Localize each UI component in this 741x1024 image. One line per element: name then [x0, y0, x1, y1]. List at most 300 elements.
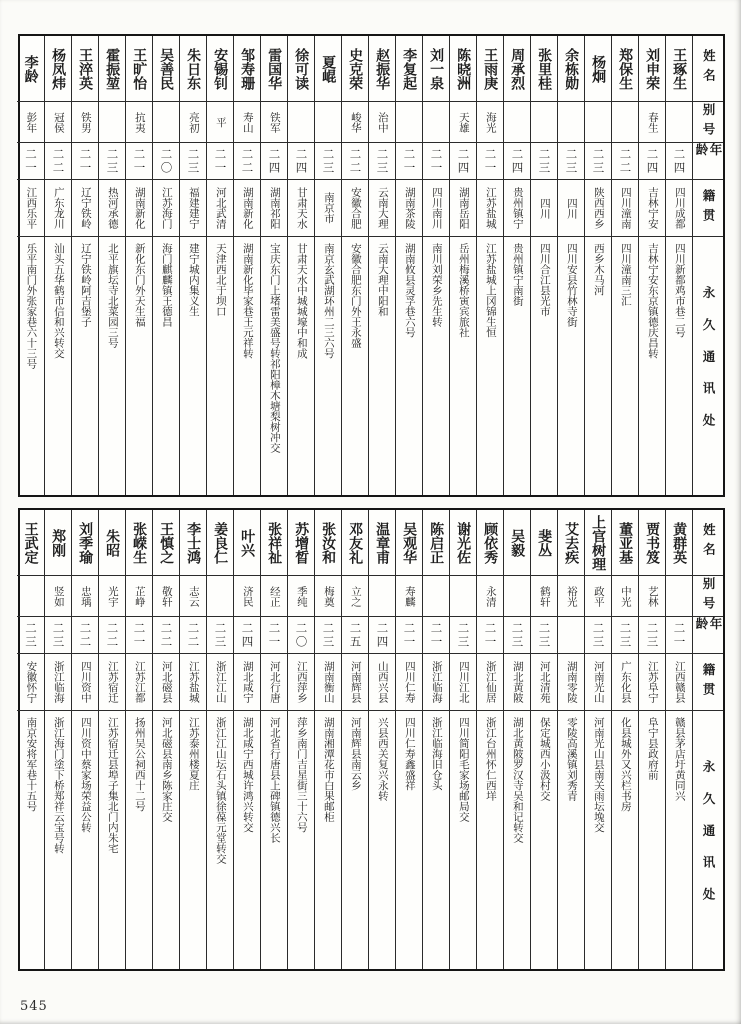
alias-cell: [423, 102, 449, 143]
address-cell: 四川资中蔡家场荣益公转: [79, 717, 92, 833]
age-cell: 二一: [423, 617, 449, 654]
entry-column: [476, 36, 503, 495]
header-column: [692, 36, 723, 495]
alias-cell: 铁军: [261, 102, 287, 143]
age-cell: 二三: [17, 617, 44, 654]
address-cell: 湖南湘潭花市白果邮柜: [322, 717, 335, 822]
alias-cell: 竖如: [45, 576, 71, 617]
native-cell: 江苏宿迁: [99, 654, 125, 711]
native-cell: 吉林宁安: [639, 180, 665, 237]
alias-cell: 敬轩: [153, 576, 179, 617]
age-cell: 二二: [153, 617, 179, 654]
alias-cell: [504, 102, 530, 143]
address-cell: 四川简阳毛家场邮局交: [457, 717, 470, 822]
entry-column: [584, 510, 611, 969]
native-cell: 热河承德: [99, 180, 125, 237]
alias-cell: 春生: [639, 102, 665, 143]
address-cell: 扬州吴公祠西十二号: [133, 717, 146, 812]
name-cell: 霍振堃: [99, 36, 125, 102]
age-cell: 二二: [72, 617, 98, 654]
name-cell: 吴毅: [504, 510, 530, 576]
alias-cell: [666, 102, 692, 143]
alias-cell: 冠侯: [45, 102, 71, 143]
name-cell: 夏崐: [315, 36, 341, 102]
age-cell: 二三: [639, 617, 665, 654]
name-cell: 邹寿珊: [234, 36, 260, 102]
header-column: [692, 510, 723, 969]
native-cell: 云南大理: [369, 180, 395, 237]
entry-column: [665, 510, 692, 969]
native-cell: 四川成都: [666, 180, 692, 237]
age-cell: 二四: [369, 617, 395, 654]
age-cell: 二二: [45, 143, 71, 180]
name-cell: 艾去疾: [558, 510, 584, 576]
native-cell: 四川资中: [72, 654, 98, 711]
entry-column: [638, 36, 665, 495]
age-cell: 二三: [531, 143, 557, 180]
native-cell: 广东化县: [612, 654, 638, 711]
address-cell: 浙江临海旧仓头: [430, 717, 443, 791]
native-cell: 江西赣县: [666, 654, 692, 711]
address-cell: 河南辉县南云乡: [349, 717, 362, 791]
entry-column: [503, 510, 530, 969]
name-cell: 贾书笈: [639, 510, 665, 576]
name-cell: 安锡钊: [207, 36, 233, 102]
native-cell: 四川南川: [423, 180, 449, 237]
native-cell: 广东龙川: [45, 180, 71, 237]
name-cell: 李复起: [396, 36, 422, 102]
age-cell: 二四: [261, 143, 287, 180]
name-cell: 杨炯: [585, 36, 611, 102]
name-cell: 陈启正: [423, 510, 449, 576]
age-cell: 二〇: [153, 143, 179, 180]
header-address-label: 永久通讯处: [701, 760, 716, 920]
address-cell: 江苏泰州楼夏庄: [187, 717, 200, 791]
name-cell: 董亚基: [612, 510, 638, 576]
header-alias-label: 别号: [693, 102, 723, 143]
entry-column: [17, 510, 44, 969]
address-cell: 南京安将军巷十五号: [25, 717, 38, 812]
entry-column: [422, 510, 449, 969]
address-cell: 河北磁县南乡陈家庄交: [160, 717, 173, 822]
native-cell: 江西乐平: [17, 180, 44, 237]
name-cell: 谢光佐: [450, 510, 476, 576]
address-cell: 兴县西关复兴永转: [376, 717, 389, 801]
name-cell: 王旷怡: [126, 36, 152, 102]
age-cell: 二三: [315, 143, 341, 180]
address-cell: 阜宁县政府前: [646, 717, 659, 780]
name-cell: 吴善民: [153, 36, 179, 102]
native-cell: 山西兴县: [369, 654, 395, 711]
native-cell: 甘肃天水: [288, 180, 314, 237]
header-native-label: 籍贯: [693, 654, 723, 711]
native-cell: 河南辉县: [342, 654, 368, 711]
address-cell: 江苏盐城上冈锦生恒: [484, 243, 497, 338]
alias-cell: 经正: [261, 576, 287, 617]
alias-cell: 寿山: [234, 102, 260, 143]
age-cell: 二一: [126, 617, 152, 654]
address-cell: 保定城西小汲村交: [538, 717, 551, 801]
alias-cell: 峻华: [342, 102, 368, 143]
name-cell: 张汝和: [315, 510, 341, 576]
native-cell: 浙江临海: [423, 654, 449, 711]
directory-table-top: [18, 34, 725, 497]
age-cell: 二五: [342, 617, 368, 654]
native-cell: 安徽怀宁: [17, 654, 44, 711]
age-cell: 二三: [504, 617, 530, 654]
alias-cell: [153, 102, 179, 143]
age-cell: 二二: [99, 617, 125, 654]
age-cell: 二二: [180, 617, 206, 654]
native-cell: 湖南衡山: [315, 654, 341, 711]
age-cell: 二一: [72, 143, 98, 180]
address-cell: 安徽合肥东门外王永盛: [349, 243, 362, 348]
header-name-label: 姓名: [693, 510, 723, 576]
alias-cell: 忠瑀: [72, 576, 98, 617]
address-cell: 吉林宁安东京镇德庆昌转: [646, 243, 659, 359]
alias-cell: 志云: [180, 576, 206, 617]
native-cell: 湖南新化: [126, 180, 152, 237]
entry-column: [395, 510, 422, 969]
native-cell: 河南光山: [585, 654, 611, 711]
address-cell: 湖南攸县灵孚巷六号: [403, 243, 416, 338]
name-cell: 张里桂: [531, 36, 557, 102]
native-cell: 江西萍乡: [288, 654, 314, 711]
entry-column: [71, 36, 98, 495]
alias-cell: 寿麟: [396, 576, 422, 617]
alias-cell: 裕光: [558, 576, 584, 617]
alias-cell: 光宇: [99, 576, 125, 617]
entry-column: [125, 510, 152, 969]
age-cell: 二三: [450, 617, 476, 654]
address-cell: 天津西北于坝口: [214, 243, 227, 317]
age-cell: 二四: [234, 617, 260, 654]
age-cell: 二一: [261, 617, 287, 654]
name-cell: 邓友礼: [342, 510, 368, 576]
entry-column: [314, 510, 341, 969]
address-cell: 辽宁铁岭阿吉堡子: [79, 243, 92, 327]
alias-cell: [369, 576, 395, 617]
alias-cell: 彭年: [17, 102, 44, 143]
alias-cell: [17, 576, 44, 617]
alias-cell: [612, 102, 638, 143]
name-cell: 朱昭: [99, 510, 125, 576]
age-cell: 二三: [315, 617, 341, 654]
address-cell: 乐平南门外张家巷六十三号: [25, 243, 38, 369]
age-cell: 二四: [450, 143, 476, 180]
entry-column: [71, 510, 98, 969]
age-cell: 二二: [612, 143, 638, 180]
entry-column: [422, 36, 449, 495]
address-cell: 云南大理中阳和: [376, 243, 389, 317]
native-cell: 江苏盐城: [477, 180, 503, 237]
name-cell: 史克荣: [342, 36, 368, 102]
native-cell: 四川: [531, 180, 557, 237]
address-cell: 河南光山县南关雨坛堍交: [592, 717, 605, 833]
alias-cell: 政平: [585, 576, 611, 617]
name-cell: 王雨庚: [477, 36, 503, 102]
name-cell: 周承烈: [504, 36, 530, 102]
address-cell: 四川安县竹林寺街: [565, 243, 578, 327]
entry-column: [179, 510, 206, 969]
address-cell: 湖南新化毕家巷王元祥转: [241, 243, 254, 359]
native-cell: 湖南岳阳: [450, 180, 476, 237]
header-name-label: 姓名: [693, 36, 723, 102]
age-cell: 二四: [288, 143, 314, 180]
alias-cell: [288, 102, 314, 143]
age-cell: 二一: [396, 143, 422, 180]
age-cell: 二〇: [288, 617, 314, 654]
age-cell: 二一: [423, 143, 449, 180]
name-cell: 李龄: [17, 36, 44, 102]
age-cell: 二三: [585, 143, 611, 180]
entry-column: [476, 510, 503, 969]
age-cell: 二三: [207, 617, 233, 654]
address-cell: 湖北黄陂罗汉寺吴和记转交: [511, 717, 524, 843]
address-cell: 湖北咸宁西城许鸿兴转交: [241, 717, 254, 833]
age-cell: 二一: [396, 617, 422, 654]
address-cell: 四川合江县光市: [538, 243, 551, 317]
address-cell: 汕头五华鹤市信和兴转交: [52, 243, 65, 359]
address-cell: 建宁城内集义生: [187, 243, 200, 317]
name-cell: 朱日东: [180, 36, 206, 102]
age-cell: 二二: [342, 143, 368, 180]
alias-cell: 铁男: [72, 102, 98, 143]
name-cell: 刘季瑜: [72, 510, 98, 576]
entry-column: [557, 510, 584, 969]
address-cell: 西乡木马河: [592, 243, 605, 296]
age-cell: 二三: [45, 617, 71, 654]
native-cell: 四川江北: [450, 654, 476, 711]
age-cell: 二二: [234, 143, 260, 180]
native-cell: 四川仁寿: [396, 654, 422, 711]
entry-column: [368, 510, 395, 969]
entry-column: [530, 36, 557, 495]
address-cell: 海门麒麟镇王德昌: [160, 243, 173, 327]
address-cell: 江苏宿迁县埠子集北门内朱宅: [106, 717, 119, 854]
name-cell: 刘一泉: [423, 36, 449, 102]
entry-column: [611, 36, 638, 495]
entry-column: [152, 510, 179, 969]
entry-column: [611, 510, 638, 969]
address-cell: 四川仁寿鑫盛祥: [403, 717, 416, 791]
header-alias-label: 别号: [693, 576, 723, 617]
page-number: 545: [20, 999, 48, 1014]
age-cell: 二四: [639, 143, 665, 180]
name-cell: 苏增晳: [288, 510, 314, 576]
name-cell: 张祥祉: [261, 510, 287, 576]
address-cell: 宝庆东门上堵雷美盛号转祁阳樟木塘梨树冲交: [268, 243, 281, 453]
alias-cell: [315, 102, 341, 143]
name-cell: 陈晓洲: [450, 36, 476, 102]
alias-cell: 天雄: [450, 102, 476, 143]
native-cell: 江苏阜宁: [639, 654, 665, 711]
native-cell: 浙江江山: [207, 654, 233, 711]
age-cell: 二三: [369, 143, 395, 180]
entry-column: [341, 510, 368, 969]
native-cell: 福建建宁: [180, 180, 206, 237]
native-cell: 河北磁县: [153, 654, 179, 711]
name-cell: 斐丛: [531, 510, 557, 576]
alias-cell: 平: [207, 102, 233, 143]
entry-column: [395, 36, 422, 495]
address-cell: 四川新都鸡市巷二号: [673, 243, 686, 338]
entry-column: [260, 510, 287, 969]
header-address-label: 永久通讯处: [701, 286, 716, 446]
alias-cell: [207, 576, 233, 617]
native-cell: 辽宁铁岭: [72, 180, 98, 237]
alias-cell: [558, 102, 584, 143]
native-cell: 湖北黄陂: [504, 654, 530, 711]
name-cell: 刘申荣: [639, 36, 665, 102]
name-cell: 王琢生: [666, 36, 692, 102]
entry-column: [584, 36, 611, 495]
native-cell: 江苏盐城: [180, 654, 206, 711]
name-cell: 徐可读: [288, 36, 314, 102]
native-cell: 河北武清: [207, 180, 233, 237]
alias-cell: 海光: [477, 102, 503, 143]
entry-column: [449, 510, 476, 969]
name-cell: 杨凤炜: [45, 36, 71, 102]
entry-column: [341, 36, 368, 495]
entry-column: [557, 36, 584, 495]
name-cell: 温章甫: [369, 510, 395, 576]
alias-cell: 济民: [234, 576, 260, 617]
alias-cell: 亮初: [180, 102, 206, 143]
alias-cell: 艺林: [639, 576, 665, 617]
native-cell: 安徽合肥: [342, 180, 368, 237]
name-cell: 王武定: [17, 510, 44, 576]
name-cell: 吴观华: [396, 510, 422, 576]
age-cell: 二四: [666, 143, 692, 180]
header-age-label: 年龄: [693, 617, 723, 654]
entry-column: [44, 36, 71, 495]
alias-cell: 季纯: [288, 576, 314, 617]
name-cell: 雷国华: [261, 36, 287, 102]
entry-column: [449, 36, 476, 495]
entry-column: [530, 510, 557, 969]
alias-cell: 永清: [477, 576, 503, 617]
native-cell: 湖南茶陵: [396, 180, 422, 237]
name-cell: 郑刚: [45, 510, 71, 576]
native-cell: 江苏海门: [153, 180, 179, 237]
alias-cell: 芷峥: [126, 576, 152, 617]
name-cell: 王慎之: [153, 510, 179, 576]
alias-cell: [504, 576, 530, 617]
address-cell: 萍乡南门吉星街三十六号: [295, 717, 308, 833]
age-cell: 二一: [477, 143, 503, 180]
entry-column: [125, 36, 152, 495]
name-cell: 余栋勋: [558, 36, 584, 102]
header-native-label: 籍贯: [693, 180, 723, 237]
directory-table-bottom: [18, 508, 725, 971]
name-cell: 姜良仁: [207, 510, 233, 576]
name-cell: 赵振华: [369, 36, 395, 102]
age-cell: 二三: [180, 143, 206, 180]
age-cell: 二三: [585, 617, 611, 654]
entry-column: [233, 36, 260, 495]
native-cell: 浙江临海: [45, 654, 71, 711]
entry-column: [503, 36, 530, 495]
native-cell: 湖南新化: [234, 180, 260, 237]
name-cell: 顾依秀: [477, 510, 503, 576]
native-cell: 江苏江都: [126, 654, 152, 711]
name-cell: 叶兴: [234, 510, 260, 576]
alias-cell: 中光: [612, 576, 638, 617]
name-cell: 王淬英: [72, 36, 98, 102]
age-cell: 二一: [666, 617, 692, 654]
name-cell: 上官树理: [585, 510, 611, 576]
native-cell: 河北清苑: [531, 654, 557, 711]
native-cell: 河北行唐: [261, 654, 287, 711]
entry-column: [665, 36, 692, 495]
address-cell: 零陵高溪镇刘秀青: [565, 717, 578, 801]
alias-cell: [99, 102, 125, 143]
age-cell: 二三: [531, 617, 557, 654]
address-cell: 浙江江山坛石头镇徐葆元堂转交: [214, 717, 227, 864]
alias-cell: [666, 576, 692, 617]
alias-cell: 鹤轩: [531, 576, 557, 617]
native-cell: 贵州镇宁: [504, 180, 530, 237]
native-cell: 湖南祁阳: [261, 180, 287, 237]
age-cell: 二一: [126, 143, 152, 180]
entry-column: [152, 36, 179, 495]
native-cell: 南京市: [315, 180, 341, 237]
address-cell: 赣县茅店圩黄同兴: [673, 717, 686, 801]
entry-column: [638, 510, 665, 969]
address-cell: 南京玄武湖环州二三六号: [322, 243, 335, 359]
alias-cell: 抗夷: [126, 102, 152, 143]
alias-cell: 治中: [369, 102, 395, 143]
entry-column: [206, 36, 233, 495]
entry-column: [98, 510, 125, 969]
address-cell: 浙江海门塗下桥郑祥云宝号转: [52, 717, 65, 854]
alias-cell: 立之: [342, 576, 368, 617]
entry-column: [179, 36, 206, 495]
native-cell: 陕西西乡: [585, 180, 611, 237]
alias-cell: 梅奠: [315, 576, 341, 617]
entry-column: [260, 36, 287, 495]
age-cell: 二一: [207, 143, 233, 180]
address-cell: 南川刘荣乡先生转: [430, 243, 443, 327]
alias-cell: [531, 102, 557, 143]
entry-column: [287, 510, 314, 969]
entry-column: [98, 36, 125, 495]
name-cell: 黄群英: [666, 510, 692, 576]
address-cell: 新化东门外天生福: [133, 243, 146, 327]
entry-column: [368, 36, 395, 495]
address-cell: 四川潼南三汇: [619, 243, 632, 306]
name-cell: 郑保生: [612, 36, 638, 102]
address-cell: 甘肃天水中城城壕中和成: [295, 243, 308, 359]
alias-cell: [585, 102, 611, 143]
address-cell: 贵州镇宁南街: [511, 243, 524, 306]
age-cell: 二三: [558, 143, 584, 180]
native-cell: 湖北咸宁: [234, 654, 260, 711]
address-cell: 河北省行唐县上碑镇德兴长: [268, 717, 281, 843]
age-cell: 二三: [99, 143, 125, 180]
alias-cell: [450, 576, 476, 617]
age-cell: [558, 617, 584, 654]
alias-cell: [423, 576, 449, 617]
native-cell: 浙江仙居: [477, 654, 503, 711]
name-cell: 李士鸿: [180, 510, 206, 576]
entry-column: [206, 510, 233, 969]
address-cell: 化县城外又兴栏书房: [619, 717, 632, 812]
name-cell: 张嵘生: [126, 510, 152, 576]
native-cell: 四川: [558, 180, 584, 237]
header-age-label: 年龄: [693, 143, 723, 180]
